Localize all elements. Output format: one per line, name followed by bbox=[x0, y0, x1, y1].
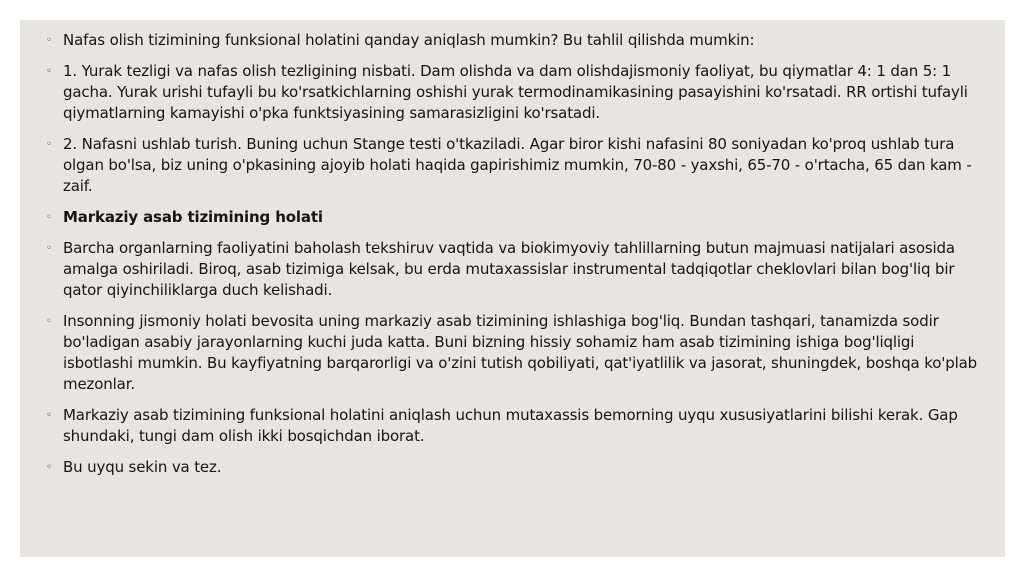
bullet-text: Barcha organlarning faoliyatini baholash tekshiruv vaqtida va biokimyoviy tahlillarning butun majmuasi natijalari asosida amalga oshiriladi. Biroq, asab tizimiga kelsak, bu erda mutaxassislar instrumental tadqiqotlar cheklovlari bilan bog'liq bir qator qiyinchiliklarga duch kelishadi. bbox=[63, 239, 955, 299]
bullet-item bbox=[46, 457, 985, 478]
bullet-circle-icon: ◦ bbox=[46, 35, 52, 46]
bullet-circle-icon: ◦ bbox=[46, 462, 52, 473]
bullet-item bbox=[46, 238, 985, 301]
bullet-list bbox=[46, 30, 985, 478]
bullet-text: 1. Yurak tezligi va nafas olish tezligining nisbati. Dam olishda va dam olishdajismoniy faoliyat, bu qiymatlar 4: 1 dan 5: 1 gacha. Yurak urishi tufayli bu ko'rsatkichlarning oshishi yurak termodinamikasining pasayishini ko'rsatadi. RR ortishi tufayli qiymatlarning kamayishi o'pka funktsiyasining samarasizligini ko'rsatadi. bbox=[63, 62, 968, 122]
bullet-text: 2. Nafasni ushlab turish. Buning uchun Stange testi o'tkaziladi. Agar biror kishi nafasini 80 soniyadan ko'proq ushlab tura olgan bo'lsa, biz uning o'pkasining ajoyib holati haqida gapirishimiz mumkin, 70-80 - yaxshi, 65-70 - o'rtacha, 65 dan kam - zaif. bbox=[63, 135, 972, 195]
bullet-item-heading bbox=[46, 207, 985, 228]
bullet-item bbox=[46, 61, 985, 124]
bullet-text: Nafas olish tizimining funksional holatini qanday aniqlash mumkin? Bu tahlil qilishda mumkin: bbox=[63, 31, 755, 49]
bullet-circle-icon: ◦ bbox=[46, 212, 52, 223]
bullet-item bbox=[46, 30, 985, 51]
bullet-text: Insonning jismoniy holati bevosita uning markaziy asab tizimining ishlashiga bog'liq. Bundan tashqari, tanamizda sodir bo'ladigan asabiy jarayonlarning kuchi juda katta. Buni bizning hissiy sohamiz ham asab tizimining ishiga bog'liqligi isbotlashi mumkin. Bu kayfiyatning barqarorligi va o'zini tutish qobiliyati, qat'iyatlilik va jasorat, shuningdek, boshqa ko'plab mezonlar. bbox=[63, 312, 977, 393]
bullet-item bbox=[46, 405, 985, 447]
bullet-item bbox=[46, 134, 985, 197]
slide-content bbox=[20, 20, 1005, 557]
bullet-text: Markaziy asab tizimining funksional holatini aniqlash uchun mutaxassis bemorning uyqu xususiyatlarini bilishi kerak. Gap shundaki, tungi dam olish ikki bosqichdan iborat. bbox=[63, 406, 958, 445]
bullet-circle-icon: ◦ bbox=[46, 316, 52, 327]
bullet-text: Bu uyqu sekin va tez. bbox=[63, 458, 222, 476]
bullet-circle-icon: ◦ bbox=[46, 66, 52, 77]
bullet-circle-icon: ◦ bbox=[46, 410, 52, 421]
bullet-heading-text: Markaziy asab tizimining holati bbox=[63, 208, 323, 226]
bullet-circle-icon: ◦ bbox=[46, 243, 52, 254]
bullet-item bbox=[46, 311, 985, 395]
bullet-circle-icon: ◦ bbox=[46, 139, 52, 150]
